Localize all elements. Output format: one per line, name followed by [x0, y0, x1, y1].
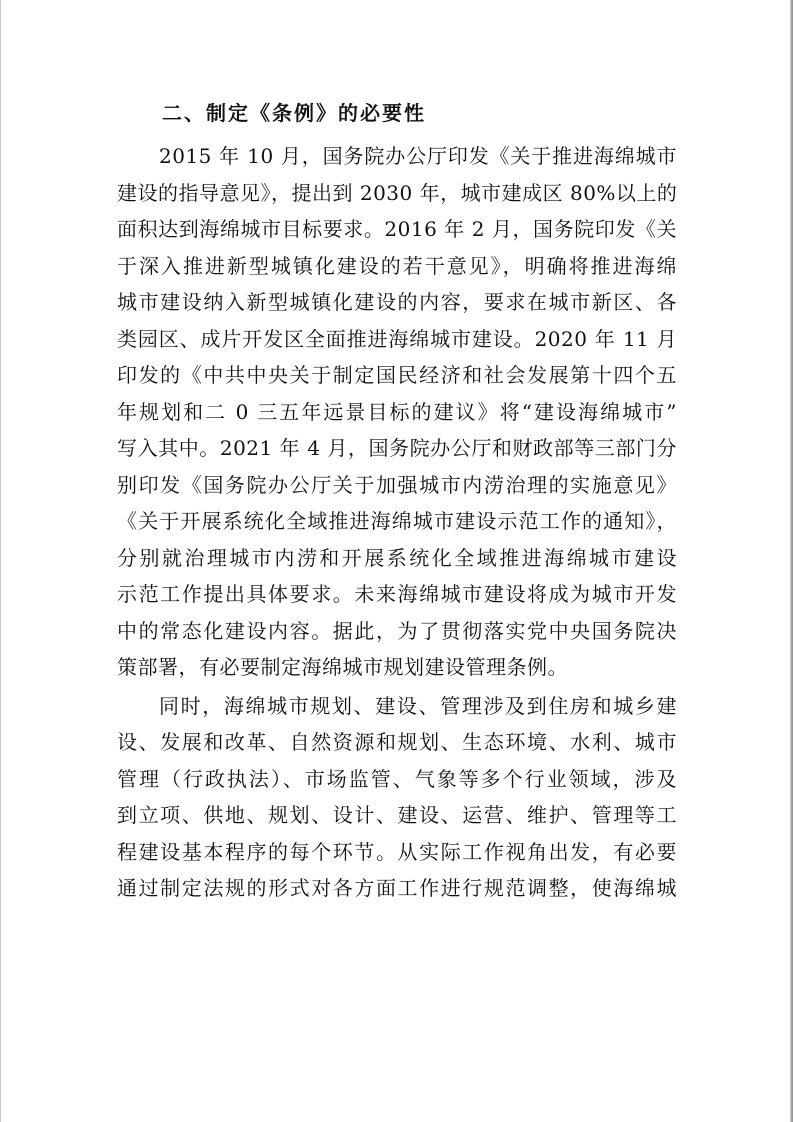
- paragraph-line: 同时，海绵城市规划、建设、管理涉及到住房和城乡建: [159, 693, 677, 718]
- section-heading: 二、制定《条例》的必要性: [162, 101, 426, 125]
- document-body: [117, 95, 677, 907]
- paragraph-line: 于深入推进新型城镇化建设的若干意见》，明确将推进海绵: [117, 253, 677, 278]
- paragraph-line: 管理（行政执法）、市场监管、气象等多个行业领域，涉及: [117, 766, 677, 791]
- paragraph-line: 策部署，有必要制定海绵城市规划建设管理条例。: [117, 655, 568, 679]
- paragraph-line: 别印发《国务院办公厅关于加强城市内涝治理的实施意见》: [117, 472, 677, 497]
- paragraph-line: 通过制定法规的形式对各方面工作进行规范调整，使海绵城: [117, 876, 677, 900]
- paragraph-line: 到立项、供地、规划、设计、建设、运营、维护、管理等工: [117, 803, 677, 827]
- paragraph-line: 中的常态化建设内容。据此，为了贯彻落实党中央国务院决: [117, 618, 677, 643]
- paragraph-line: 城市建设纳入新型城镇化建设的内容，要求在城市新区、各: [117, 290, 677, 314]
- paragraph-line: 印发的《中共中央关于制定国民经济和社会发展第十四个五: [117, 363, 677, 387]
- paragraph-line: 年规划和二 0 三五年远景目标的建议》将“建设海绵城市”: [117, 399, 677, 424]
- paragraph-line: 分别就治理城市内涝和开展系统化全域推进海绵城市建设: [117, 545, 677, 570]
- paragraph-line: 示范工作提出具体要求。未来海绵城市建设将成为城市开发: [117, 582, 677, 606]
- paragraph-line: 《关于开展系统化全域推进海绵城市建设示范工作的通知》，: [117, 509, 677, 533]
- paragraph-line: 程建设基本程序的每个环节。从实际工作视角出发，有必要: [117, 839, 677, 864]
- paragraph-line: 设、发展和改革、自然资源和规划、生态环境、水利、城市: [117, 730, 677, 754]
- paragraph-line: 2015 年 10 月，国务院办公厅印发《关于推进海绵城市: [159, 144, 677, 168]
- paragraph-coordination: [117, 688, 677, 907]
- paragraph-line: 建设的指导意见》，提出到 2030 年，城市建成区 80%以上的: [117, 180, 678, 205]
- page-left-edge: [0, 0, 1, 1122]
- paragraph-line: 写入其中。2021 年 4 月，国务院办公厅和财政部等三部门分: [117, 436, 677, 460]
- paragraph-necessity: [117, 138, 677, 686]
- paragraph-line: 类园区、成片开发区全面推进海绵城市建设。2020 年 11 月: [117, 326, 677, 351]
- paragraph-line: 面积达到海绵城市目标要求。2016 年 2 月，国务院印发《关: [117, 217, 677, 241]
